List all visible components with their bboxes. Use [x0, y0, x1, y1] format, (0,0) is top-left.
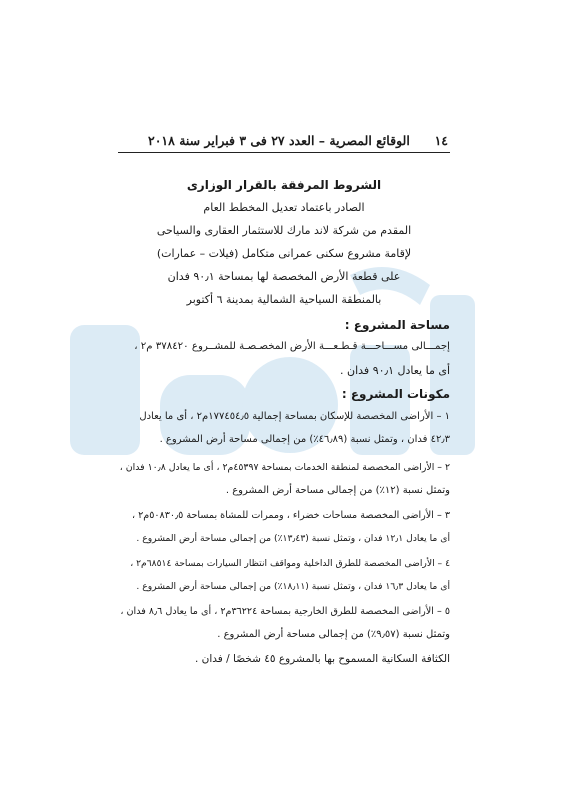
- component-line: ٢ – الأراضى المخصصة لمنطقة الخدمات بمساحة ٤٥٣٩٧م٢ ، أى ما يعادل ١٠٫٨ فدان ،: [119, 462, 450, 473]
- intro-line: على قطعة الأرض المخصصة لها بمساحة ٩٠٫١ فدان: [167, 270, 401, 283]
- page-header: [148, 133, 448, 151]
- area-line: أى ما يعادل ٩٠٫١ فدان .: [340, 364, 450, 377]
- component-line: أى ما يعادل ١٦٫٣ فدان ، وتمثل نسبة (١٨٫١١٪) من إجمالى مساحة أرض المشروع .: [136, 581, 450, 592]
- component-line: وتمثل نسبة (١٢٪) من إجمالى مساحة أرض المشروع .: [225, 485, 450, 496]
- intro-line: لإقامة مشروع سكنى عمرانى متكامل (فيلات – عمارات): [156, 247, 412, 260]
- component-line: ٤ – الأراضى المخصصة للطرق الداخلية ومواقف انتظار السيارات بمساحة ٦٨٥١٤م٢ ،: [130, 558, 450, 569]
- component-line: أى ما يعادل ١٢٫١ فدان ، وتمثل نسبة (١٣٫٤٣٪) من إجمالى مساحة أرض المشروع .: [136, 533, 450, 544]
- component-line: ٥ – الأراضى المخصصة للطرق الخارجية بمساحة ٣٦٢٢٤م٢ ، أى ما يعادل ٨٫٦ فدان ،: [120, 606, 450, 617]
- intro-line: الصادر باعتماد تعديل المخطط العام: [203, 201, 365, 214]
- header-rule: [118, 152, 450, 153]
- conditions-heading: الشروط المرفقة بالقرار الوزارى: [186, 178, 382, 192]
- component-line: ١ – الأراضى المخصصة للإسكان بمساحة إجمالية ١٧٧٤٥٤٫٥م٢ ، أى ما يعادل: [139, 411, 450, 422]
- gazette-title: الوقائع المصرية – العدد ٢٧ فى ٣ فبراير سنة ٢٠١٨: [148, 133, 410, 148]
- intro-line: المقدم من شركة لاند مارك للاستثمار العقارى والسياحى: [156, 224, 412, 237]
- area-heading: مساحة المشروع :: [344, 318, 450, 332]
- page-number: ١٤: [434, 133, 448, 148]
- publisher-watermark: [50, 255, 530, 485]
- component-line: ٣ – الأراضى المخصصة مساحات خضراء ، وممرات للمشاة بمساحة ٥٠٨٣٠٫٥م٢ ،: [131, 510, 450, 521]
- component-line: وتمثل نسبة (٩٫٥٧٪) من إجمالى مساحة أرض المشروع .: [217, 629, 450, 640]
- components-heading: مكونات المشروع :: [341, 387, 450, 401]
- intro-line: بالمنطقة السياحية الشمالية بمدينة ٦ أكتوبر: [186, 293, 382, 306]
- area-line: إجمـــالى مســـاحـــة قـطـعـــة الأرض المخصـصـة للمشــروع ٣٧٨٤٢٠ م٢ ،: [134, 341, 450, 352]
- component-line: ٤٢٫٣ فدان ، وتمثل نسبة (٤٦٫٨٩٪) من إجمالى مساحة أرض المشروع .: [159, 434, 450, 445]
- density-line: الكثافة السكانية المسموح بها بالمشروع ٤٥ شخصًا / فدان .: [194, 653, 450, 665]
